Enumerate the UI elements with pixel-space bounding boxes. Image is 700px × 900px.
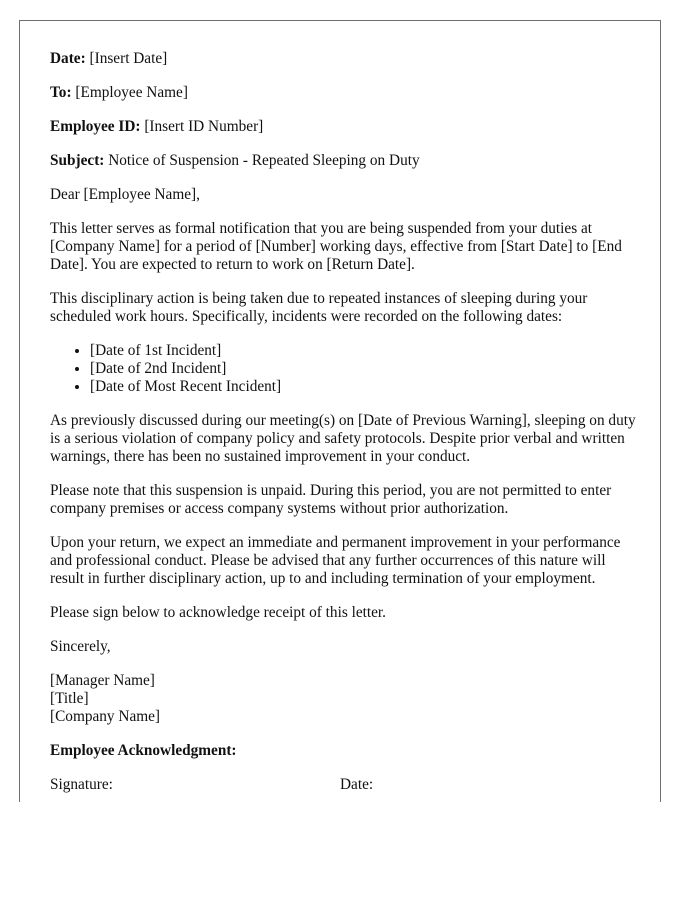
signature-block	[50, 672, 640, 726]
manager-title: [Title]	[50, 690, 89, 707]
letter-page	[19, 20, 661, 802]
to-label: To:	[50, 84, 72, 101]
sign-off: Sincerely,	[50, 638, 111, 655]
incident-list	[50, 342, 640, 396]
company-name: [Company Name]	[50, 708, 161, 725]
paragraph-sign-request: Please sign below to acknowledge receipt of this letter.	[50, 604, 387, 621]
acknowledgment-date-label: Date:	[340, 776, 374, 793]
employee-id-line	[50, 118, 640, 136]
acknowledgment-heading-text: Employee Acknowledgment:	[50, 742, 237, 759]
date-label: Date:	[50, 50, 86, 67]
subject-line	[50, 152, 640, 170]
signature-label: Signature:	[50, 776, 113, 793]
acknowledgment-heading	[50, 742, 640, 760]
paragraph-reason: This disciplinary action is being taken due to repeated instances of sleeping during your scheduled work hours. Specifically, incidents were recorded on the following dates:	[50, 290, 588, 325]
acknowledgment-row	[50, 776, 640, 794]
subject-value: Notice of Suspension - Repeated Sleeping on Duty	[108, 152, 420, 169]
paragraph-unpaid: Please note that this suspension is unpaid. During this period, you are not permitted to enter company premises or access company systems without prior authorization.	[50, 482, 612, 517]
list-item: • [Date of 2nd Incident]	[90, 360, 640, 378]
paragraph-suspension-notice: This letter serves as formal notification that you are being suspended from your duties at [Company Name] for a period of [Number] working days, effective from [Start Date] to [End Date]. You are expected to return to work on [Return Date].	[50, 220, 622, 273]
letter-content	[50, 50, 640, 794]
recipient-line	[50, 84, 640, 102]
date-line	[50, 50, 640, 68]
list-item: • [Date of 1st Incident]	[90, 342, 640, 360]
list-item: • [Date of Most Recent Incident]	[90, 378, 640, 396]
paragraph-prior-warnings: As previously discussed during our meeting(s) on [Date of Previous Warning], sleeping on duty is a serious violation of company policy and safety protocols. Despite prior verbal and written warnings, there has been no sustained improvement in your conduct.	[50, 412, 636, 465]
subject-label: Subject:	[50, 152, 105, 169]
employee-id-value: [Insert ID Number]	[144, 118, 264, 135]
to-value: [Employee Name]	[75, 84, 188, 101]
paragraph-expectations: Upon your return, we expect an immediate and permanent improvement in your performance and professional conduct. Please be advised that any further occurrences of this nature will result in further disciplinary action, up to and including termination of your employment.	[50, 534, 621, 587]
salutation: Dear [Employee Name],	[50, 186, 200, 203]
date-value: [Insert Date]	[89, 50, 168, 67]
manager-name: [Manager Name]	[50, 672, 155, 689]
employee-id-label: Employee ID:	[50, 118, 141, 135]
